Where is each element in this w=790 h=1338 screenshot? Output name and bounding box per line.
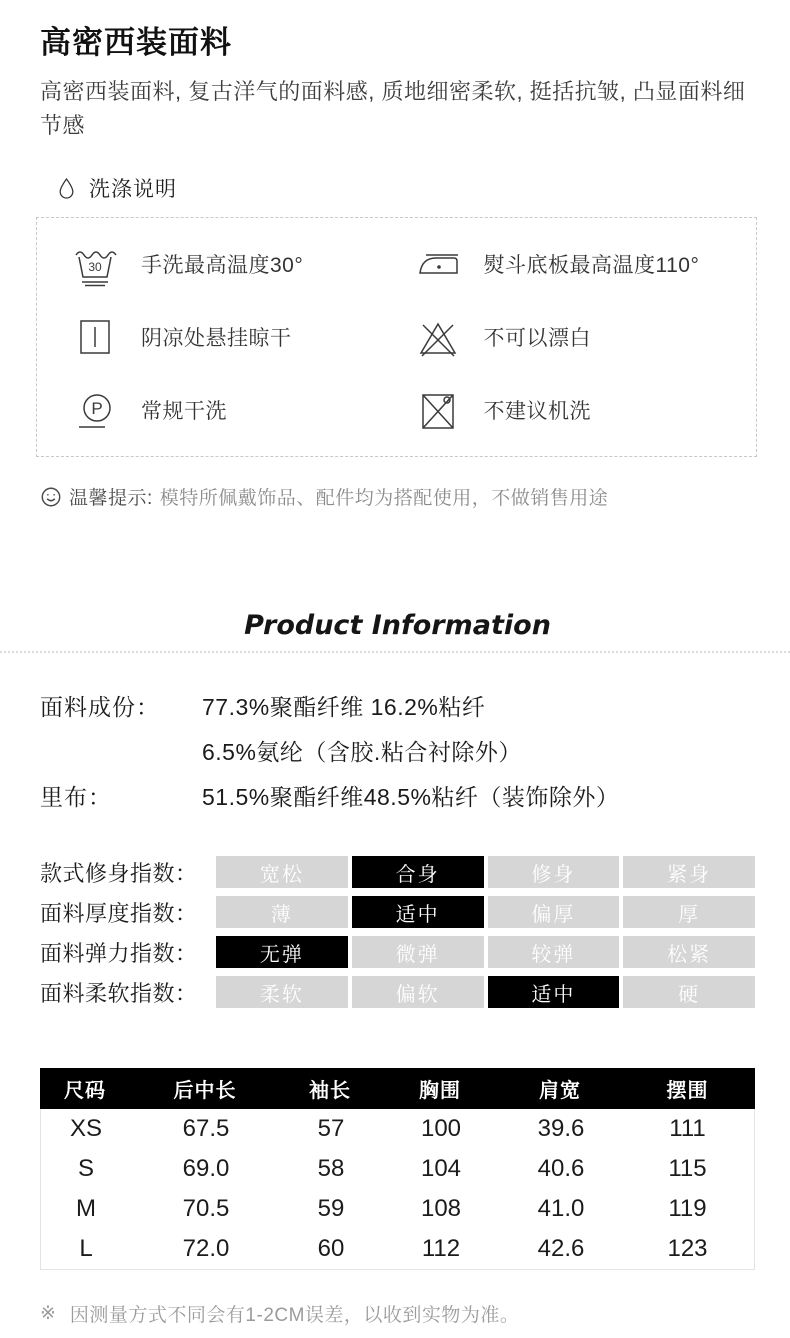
dotted-divider <box>0 651 790 653</box>
composition-label: 面料成份： <box>40 694 160 720</box>
index-label: 面料厚度指数： <box>40 900 198 926</box>
fabric-composition <box>40 685 755 820</box>
composition-label: 里布： <box>40 784 112 810</box>
index-option: 紧身 <box>623 856 755 888</box>
handwash-30-icon <box>71 240 119 288</box>
composition-value: 6.5%氨纶（含胶.粘合衬除外） <box>202 739 522 765</box>
table-row <box>41 1229 754 1269</box>
table-cell: 123 <box>667 1235 708 1262</box>
index-label: 款式修身指数： <box>40 860 198 886</box>
index-option: 厚 <box>623 896 755 928</box>
care-item-no-bleach <box>414 305 757 369</box>
hang-dry-shade-icon <box>71 313 119 361</box>
care-label: 不建议机洗 <box>483 400 591 423</box>
index-option: 宽松 <box>216 856 348 888</box>
washing-section-title: 洗涤说明 <box>89 178 177 201</box>
dry-clean-p-icon <box>71 386 119 434</box>
care-label: 手洗最高温度30° <box>141 254 304 277</box>
column-header: 肩宽 <box>539 1080 581 1102</box>
index-option: 柔软 <box>216 976 348 1008</box>
table-cell: 72.0 <box>182 1235 230 1262</box>
index-option: 较弹 <box>488 936 620 968</box>
disclaimer-text: 因测量方式不同会有1-2CM误差，以收到实物为准。 <box>69 1305 520 1326</box>
table-cell: 112 <box>421 1235 461 1262</box>
index-option: 偏软 <box>352 976 484 1008</box>
table-cell: 119 <box>668 1195 707 1222</box>
index-option: 薄 <box>216 896 348 928</box>
care-label: 常规干洗 <box>141 400 227 423</box>
column-header: 尺码 <box>64 1080 106 1102</box>
care-item-handwash <box>71 232 414 296</box>
table-cell: 39.6 <box>537 1115 585 1142</box>
reminder-prefix: 温馨提示: <box>69 488 153 509</box>
care-instructions-box <box>36 217 757 457</box>
index-option: 修身 <box>488 856 620 888</box>
index-row-elasticity <box>40 936 755 968</box>
friendly-reminder <box>40 483 755 510</box>
table-cell: 59 <box>317 1195 345 1222</box>
table-cell: 100 <box>420 1115 462 1142</box>
table-cell: 70.5 <box>182 1195 230 1222</box>
table-cell: 69.0 <box>182 1155 230 1182</box>
product-information-heading: Product Information <box>244 610 551 641</box>
index-option: 偏厚 <box>488 896 620 928</box>
composition-label <box>40 730 202 775</box>
page-title: 高密西装面料 <box>40 25 232 60</box>
table-cell: 58 <box>317 1155 345 1182</box>
table-cell: 40.6 <box>537 1155 585 1182</box>
table-cell: 42.6 <box>537 1235 585 1262</box>
table-cell: 60 <box>317 1235 345 1262</box>
svg-text:P: P <box>91 399 103 418</box>
table-cell: L <box>79 1235 93 1262</box>
care-label: 不可以漂白 <box>483 327 591 350</box>
table-row <box>41 1189 754 1229</box>
table-row <box>41 1149 754 1189</box>
table-row <box>41 1109 754 1149</box>
index-option: 无弹 <box>216 936 348 968</box>
index-option: 松紧 <box>623 936 755 968</box>
reference-mark: ※ <box>40 1303 56 1324</box>
reminder-text: 模特所佩戴饰品、配件均为搭配使用，不做销售用途 <box>159 488 609 509</box>
table-cell: M <box>76 1195 96 1222</box>
care-item-dry-clean <box>71 378 414 442</box>
table-cell: XS <box>69 1115 102 1142</box>
table-cell: 67.5 <box>182 1115 230 1142</box>
column-header: 后中长 <box>173 1080 237 1102</box>
index-option: 微弹 <box>352 936 484 968</box>
table-cell: 115 <box>668 1155 707 1182</box>
svg-text:30: 30 <box>88 260 102 274</box>
index-row-fit <box>40 856 755 888</box>
index-label: 面料弹力指数： <box>40 940 198 966</box>
composition-value: 51.5%聚酯纤维48.5%粘纤（装饰除外） <box>202 784 620 810</box>
care-item-iron <box>414 232 757 296</box>
composition-value: 77.3%聚酯纤维 16.2%粘纤 <box>202 694 486 720</box>
size-chart-table <box>40 1068 755 1270</box>
smiley-icon <box>40 486 62 508</box>
washing-instructions-header <box>40 173 755 203</box>
size-chart-header-row <box>40 1068 755 1109</box>
column-header: 胸围 <box>419 1080 461 1102</box>
care-label: 阴凉处悬挂晾干 <box>141 327 292 350</box>
index-row-softness <box>40 976 755 1008</box>
column-header: 摆围 <box>666 1080 709 1102</box>
no-bleach-icon <box>414 313 462 361</box>
index-label: 面料柔软指数： <box>40 980 198 1006</box>
table-cell: 108 <box>420 1195 462 1222</box>
care-item-no-machine-wash <box>414 378 757 442</box>
fabric-description: 高密西装面料, 复古洋气的面料感, 质地细密柔软, 挺括抗皱, 凸显面料细节感 <box>40 79 746 138</box>
table-cell: 104 <box>420 1155 462 1182</box>
index-option: 硬 <box>623 976 755 1008</box>
water-drop-icon <box>57 176 76 201</box>
measurement-disclaimer <box>40 1300 755 1327</box>
index-option: 适中 <box>352 896 484 928</box>
iron-low-temp-icon <box>414 240 462 288</box>
table-cell: S <box>77 1155 94 1182</box>
index-option: 合身 <box>352 856 484 888</box>
care-item-hang-dry <box>71 305 414 369</box>
no-machine-wash-icon <box>414 386 462 434</box>
table-cell: 57 <box>317 1115 345 1142</box>
table-cell: 111 <box>669 1115 706 1142</box>
table-cell: 41.0 <box>537 1195 585 1222</box>
care-label: 熨斗底板最高温度110° <box>483 254 700 277</box>
index-option: 适中 <box>488 976 620 1008</box>
fabric-index-section <box>40 856 755 1008</box>
size-chart-body <box>40 1109 755 1270</box>
column-header: 袖长 <box>309 1080 351 1102</box>
index-row-thickness <box>40 896 755 928</box>
